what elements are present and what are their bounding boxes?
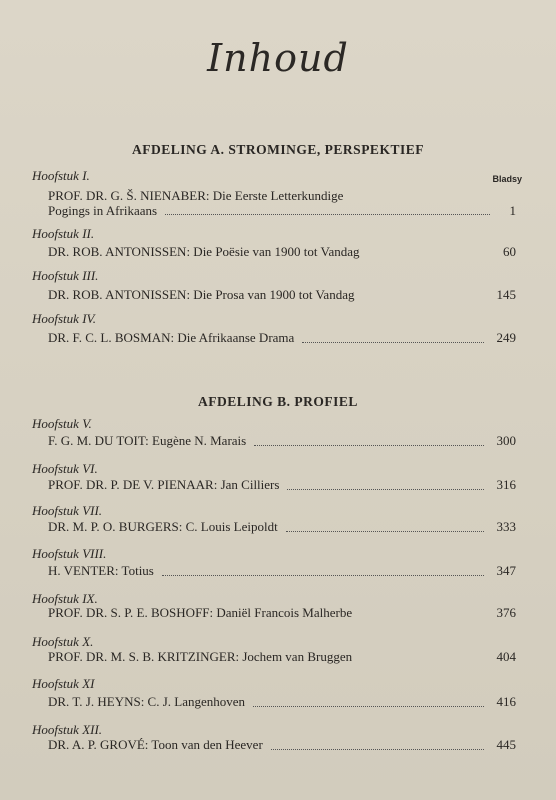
chapter-label-7: Hoofstuk VII. <box>32 503 103 518</box>
page-column-label: Bladsy <box>492 174 522 184</box>
toc-entry-10[interactable] <box>48 649 516 665</box>
chapter-label-2: Hoofstuk II. <box>32 226 95 241</box>
chapter-label-1: Hoofstuk I. <box>32 168 90 183</box>
leader-dots <box>253 706 484 707</box>
toc-entry-text: PROF. DR. P. DE V. PIENAAR: Jan Cilliers <box>48 477 280 492</box>
page-title: Inhoud <box>207 36 349 80</box>
leader-dots <box>271 749 484 750</box>
toc-page-number: 249 <box>496 330 516 345</box>
toc-entry-text: Pogings in Afrikaans <box>48 203 158 218</box>
toc-page-number: 416 <box>496 694 516 709</box>
toc-entry-text: DR. A. P. GROVÉ: Toon van den Heever <box>48 737 263 752</box>
toc-entry-text: PROF. DR. S. P. E. BOSHOFF: Daniël Francois Malherbe <box>48 605 353 620</box>
chapter-label-6: Hoofstuk VI. <box>32 461 98 476</box>
toc-entry-3[interactable] <box>48 287 516 303</box>
chapter-label-8: Hoofstuk VIII. <box>32 546 107 561</box>
toc-entry-text: H. VENTER: Totius <box>48 563 154 578</box>
toc-entry-text: F. G. M. DU TOIT: Eugène N. Marais <box>48 433 247 448</box>
toc-entry-text: DR. T. J. HEYNS: C. J. Langenhoven <box>48 694 246 709</box>
chapter-label-5: Hoofstuk V. <box>32 416 92 431</box>
toc-entry-text: PROF. DR. M. S. B. KRITZINGER: Jochem van Bruggen <box>48 649 353 664</box>
toc-page-number: 60 <box>503 244 516 259</box>
chapter-label-3: Hoofstuk III. <box>32 268 99 283</box>
section-b-heading: AFDELING B. PROFIEL <box>198 394 358 409</box>
toc-entry-text: DR. ROB. ANTONISSEN: Die Prosa van 1900 tot Vandag <box>48 287 355 302</box>
chapter-label-4: Hoofstuk IV. <box>32 311 97 326</box>
chapter-label-11: Hoofstuk XI <box>32 676 95 691</box>
chapter-label-9: Hoofstuk IX. <box>32 591 98 606</box>
toc-page-number: 316 <box>496 477 516 492</box>
leader-dots <box>254 445 484 446</box>
toc-entry-8[interactable] <box>48 563 516 579</box>
toc-entry-12[interactable] <box>48 737 516 753</box>
leader-dots <box>287 489 484 490</box>
toc-entry-1[interactable] <box>48 188 516 218</box>
toc-entry-4[interactable] <box>48 330 516 346</box>
leader-dots <box>165 214 490 215</box>
toc-page-number: 445 <box>496 737 516 752</box>
toc-page-number: 333 <box>496 519 516 534</box>
toc-entry-9[interactable] <box>48 605 516 621</box>
toc-entry-5[interactable] <box>48 433 516 449</box>
toc-entry-11[interactable] <box>48 694 516 710</box>
toc-entry-text: PROF. DR. G. Š. NIENABER: Die Eerste Letterkundige <box>48 188 344 203</box>
section-a-heading: AFDELING A. STROMINGE, PERSPEKTIEF <box>132 142 424 157</box>
toc-entry-6[interactable] <box>48 477 516 493</box>
toc-entry-text: DR. F. C. L. BOSMAN: Die Afrikaanse Drama <box>48 330 295 345</box>
chapter-label-10: Hoofstuk X. <box>32 634 94 649</box>
toc-page-number: 347 <box>496 563 516 578</box>
chapter-label-12: Hoofstuk XII. <box>32 722 103 737</box>
toc-entry-text: DR. M. P. O. BURGERS: C. Louis Leipoldt <box>48 519 278 534</box>
toc-entry-7[interactable] <box>48 519 516 535</box>
leader-dots <box>302 342 484 343</box>
toc-page-number: 376 <box>496 605 516 620</box>
toc-entry-2[interactable] <box>48 244 516 260</box>
leader-dots <box>162 575 484 576</box>
leader-dots <box>286 531 484 532</box>
toc-page-number: 1 <box>509 203 516 218</box>
toc-page-number: 145 <box>496 287 516 302</box>
toc-entry-text: DR. ROB. ANTONISSEN: Die Poësie van 1900 tot Vandag <box>48 244 360 259</box>
toc-page-number: 300 <box>496 433 516 448</box>
toc-page-number: 404 <box>496 649 516 664</box>
